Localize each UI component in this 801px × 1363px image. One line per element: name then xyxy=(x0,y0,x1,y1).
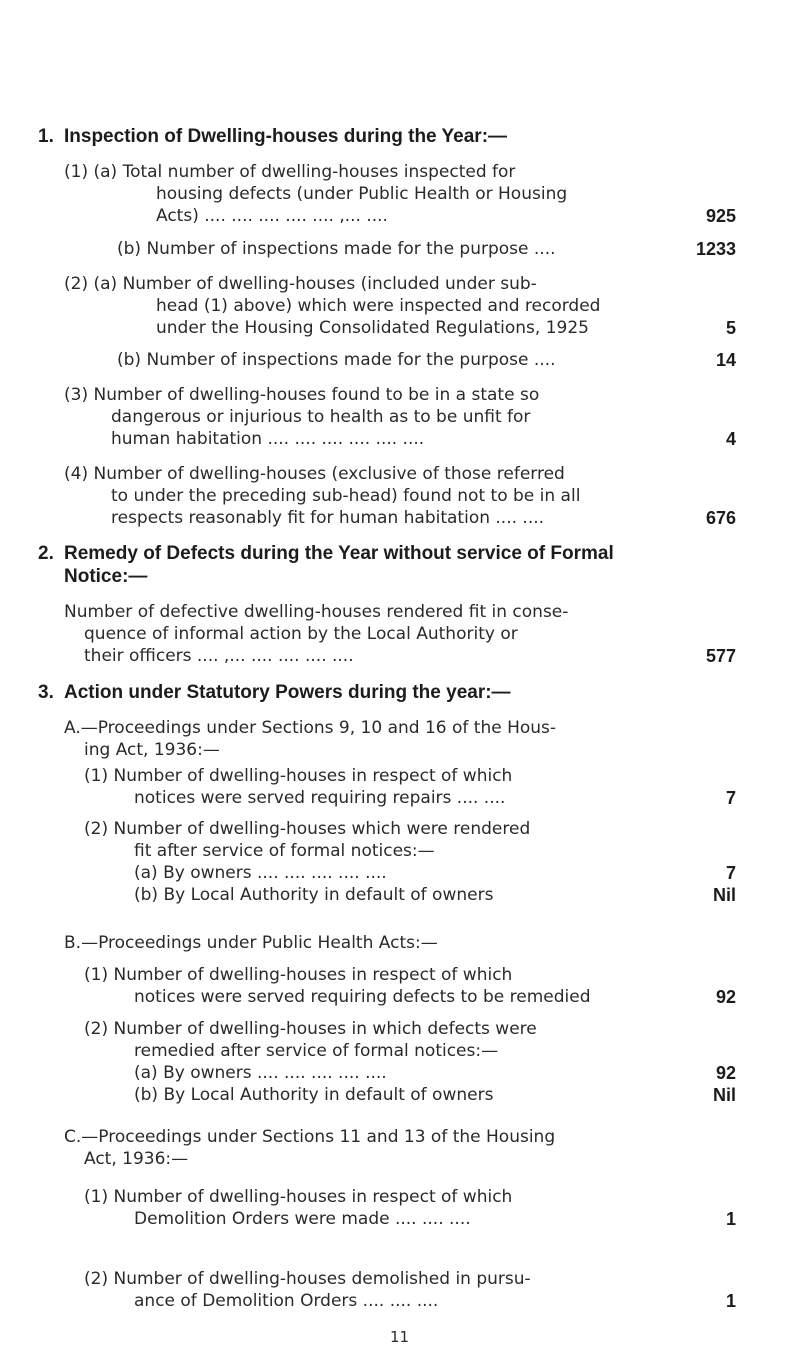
section-1-number: 1. xyxy=(38,126,54,147)
item-4-value: 676 xyxy=(705,508,736,528)
item-2a-line3: under the Housing Consolidated Regulations, 1925 xyxy=(156,318,589,338)
item-1a-line1: (1) (a) Total number of dwelling-houses inspected for xyxy=(64,162,516,182)
section-3-heading: Action under Statutory Powers during the year:— xyxy=(64,682,511,703)
item-2b-value: 14 xyxy=(715,350,736,370)
item-1a-line2: housing defects (under Public Health or Housing xyxy=(156,184,568,204)
section-2-number: 2. xyxy=(38,543,54,564)
item-3-line1: (3) Number of dwelling-houses found to be in a state so xyxy=(64,385,540,405)
a-item-2b-line1: (b) By Local Authority in default of owners xyxy=(134,885,494,905)
item-1a-line3: Acts) .... .... .... .... .... ,... .... xyxy=(156,206,388,226)
item-4-line3: respects reasonably fit for human habitation .... .... xyxy=(111,508,545,528)
b-item-2-line2: remedied after service of formal notices:— xyxy=(134,1041,499,1061)
a-item-2-line1: (2) Number of dwelling-houses which were rendered xyxy=(84,819,531,839)
b-item-2b-value: Nil xyxy=(712,1085,736,1105)
item-1b-value: 1233 xyxy=(695,239,736,259)
a-item-2b-value: Nil xyxy=(712,885,736,905)
subsection-a-line2: ing Act, 1936:— xyxy=(84,740,220,760)
b-item-2a-value: 92 xyxy=(715,1063,736,1083)
b-item-2b-line1: (b) By Local Authority in default of owners xyxy=(134,1085,494,1105)
item-2a-line2: head (1) above) which were inspected and recorded xyxy=(156,296,601,316)
item-1a-value: 925 xyxy=(705,206,736,226)
section-2-heading-line2: Notice:— xyxy=(64,566,148,587)
b-item-1-line2: notices were served requiring defects to be remedied xyxy=(134,987,591,1007)
a-item-2-line2: fit after service of formal notices:— xyxy=(134,841,435,861)
c-item-1-line2: Demolition Orders were made .... .... .... xyxy=(134,1209,471,1229)
c-item-2-line2: ance of Demolition Orders .... .... .... xyxy=(134,1291,439,1311)
a-item-2a-line1: (a) By owners .... .... .... .... .... xyxy=(134,863,387,883)
item-2b-line1: (b) Number of inspections made for the purpose .... xyxy=(117,350,556,370)
section-2-text-line2: quence of informal action by the Local Authority or xyxy=(84,624,518,644)
section-2-value: 577 xyxy=(705,646,736,666)
b-item-2-line1: (2) Number of dwelling-houses in which defects were xyxy=(84,1019,537,1039)
a-item-1-value: 7 xyxy=(725,788,736,808)
item-3-line3: human habitation .... .... .... .... .... .... xyxy=(111,429,425,449)
section-2-text-line1: Number of defective dwelling-houses rendered fit in conse- xyxy=(64,602,569,622)
c-item-1-line1: (1) Number of dwelling-houses in respect of which xyxy=(84,1187,513,1207)
item-1b-line1: (b) Number of inspections made for the purpose .... xyxy=(117,239,556,259)
subsection-c-line1: C.—Proceedings under Sections 11 and 13 of the Housing xyxy=(64,1127,556,1147)
section-2-heading-line1: Remedy of Defects during the Year without service of Formal xyxy=(64,543,614,564)
item-4-line2: to under the preceding sub-head) found not to be in all xyxy=(111,486,581,506)
c-item-1-value: 1 xyxy=(725,1209,736,1229)
c-item-2-value: 1 xyxy=(725,1291,736,1311)
subsection-c-line2: Act, 1936:— xyxy=(84,1149,189,1169)
item-4-line1: (4) Number of dwelling-houses (exclusive of those referred xyxy=(64,464,565,484)
section-1-heading: Inspection of Dwelling-houses during the Year:— xyxy=(64,126,508,147)
item-2a-line1: (2) (a) Number of dwelling-houses (included under sub- xyxy=(64,274,537,294)
section-2-text-line3: their officers .... ,... .... .... .... .... xyxy=(84,646,354,666)
section-3-number: 3. xyxy=(38,682,54,703)
c-item-2-line1: (2) Number of dwelling-houses demolished in pursu- xyxy=(84,1269,531,1289)
subsection-b-line1: B.—Proceedings under Public Health Acts:— xyxy=(64,933,438,953)
b-item-2a-line1: (a) By owners .... .... .... .... .... xyxy=(134,1063,387,1083)
item-3-line2: dangerous or injurious to health as to be unfit for xyxy=(111,407,531,427)
a-item-1-line1: (1) Number of dwelling-houses in respect of which xyxy=(84,766,513,786)
item-2a-value: 5 xyxy=(725,318,736,338)
subsection-a-line1: A.—Proceedings under Sections 9, 10 and 16 of the Hous- xyxy=(64,718,557,738)
a-item-1-line2: notices were served requiring repairs .... .... xyxy=(134,788,506,808)
page-number: 11 xyxy=(390,1328,410,1346)
b-item-1-line1: (1) Number of dwelling-houses in respect of which xyxy=(84,965,513,985)
b-item-1-value: 92 xyxy=(715,987,736,1007)
a-item-2a-value: 7 xyxy=(725,863,736,883)
item-3-value: 4 xyxy=(725,429,736,449)
